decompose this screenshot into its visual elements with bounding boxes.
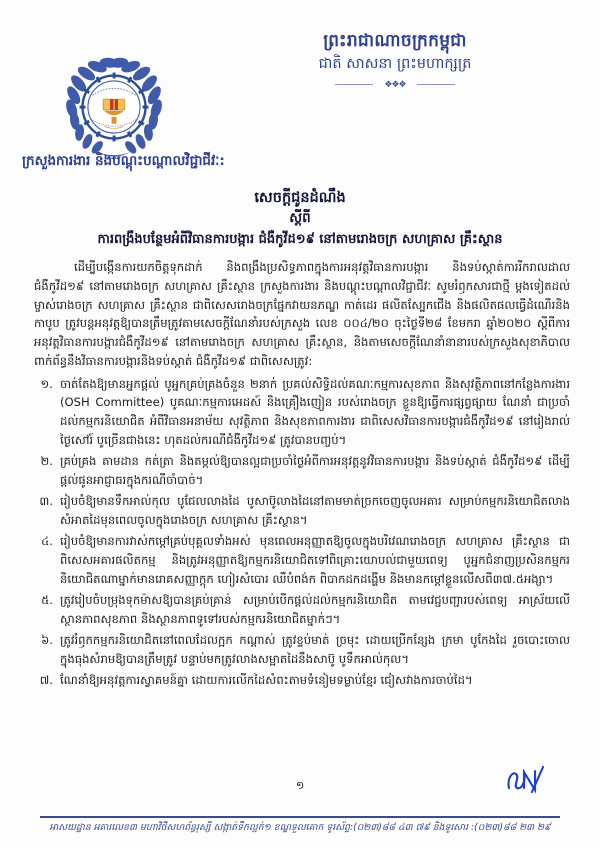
document-title-block	[20, 188, 580, 249]
divider-bar-left	[335, 84, 373, 85]
list-item-text: ណែនាំឱ្យអនុវត្តការស្វាគមន៍គ្នា ដោយការលើកដៃសំពះតាមទំនៀមទម្លាប់ខ្មែរ ជៀសវាងការចាប់ដៃ។	[60, 673, 473, 688]
list-item-text: ចាត់តែងឱ្យមានអ្នកផ្តល់ បូអ្នកគ្រប់គ្រងចំនួន ២នាក់ ប្រគល់សិទ្ធិដល់គណៈកម្មការសុខភាព និងសុវត្ថិភាពនៅកន្លែងការងារ (OSH Committee) បូគណៈកម្មការអេដស៍ និងគ្រឿងញៀន របស់រោងចក្រ ខ្លួនឱ្យធ្វើការផ្សព្វផ្សាយ ណែនាំ ជាប្រចាំដល់កម្មករនិយោជិត អំពីវិធានអនាម័យ សុវត្ថិភាព និងសុខភាពការងារ ជាពិសេសវិធានការបង្ការជំងឺកូវីដ១៩ នៅរៀងរាល់ថ្ងៃសៅរ៍ បូច្រើនជាងនេះ ហុតដល់ករណីជំងឺកូវីដ១៩ ត្រូវបានបញ្ចប់។	[60, 376, 570, 448]
list-item-number: ៣.	[39, 494, 53, 509]
emblem-graphic	[55, 48, 173, 166]
list-item	[34, 375, 570, 450]
list-item-text: គ្រប់គ្រង តាមដាន កត់ត្រា និងតម្កល់ឱ្យបានល្អជាប្រចាំថ្ងៃអំពីការអនុវត្តនូវវិធានការបង្ការ និងទប់ស្កាត់ ជំងឺកូវីដ១៩ ដើម្បីផ្តល់ផូនអាជ្ញាធរក្នុងករណីចាំបាច់។	[60, 454, 570, 488]
document-header	[0, 0, 600, 150]
list-item	[34, 452, 570, 490]
divider-bar-right	[417, 84, 455, 85]
kingdom-title: ព្រះរាជាណាចក្រកម្ពុជា	[323, 31, 467, 51]
ministry-emblem	[55, 48, 173, 166]
list-item-number: ១.	[40, 376, 53, 391]
list-item-number: ២.	[40, 454, 53, 469]
list-item	[34, 492, 570, 530]
document-body	[34, 258, 570, 693]
ornamental-divider	[335, 80, 455, 90]
list-item-number: ៦.	[41, 633, 53, 648]
divider-ornament-icon: ❖❖❖	[384, 79, 406, 90]
measures-list	[34, 375, 570, 691]
ministry-name: ក្រសួងការងារ និងបណ្តុះបណ្តាលវិជ្ជាជីវៈ:	[22, 153, 225, 169]
footer-divider	[40, 816, 560, 818]
list-item	[34, 631, 570, 669]
list-item-text: ត្រូវរំឭកកម្មករនិយោជិតនៅពេលដែលក្អក កណ្តាស់ ត្រូវខ្ទប់មាត់ ច្រមុះ ដោយប្រើកន្សែង ក្រមា បូកែងដៃ រួចបោះចោលក្នុងធុងសំរាមឱ្យបានត្រឹមត្រូវ បន្ទាប់មកត្រូវលាងសម្អាតដៃនឹងសាប៊ូ បូទឹកអាល់កុល។	[60, 633, 570, 667]
list-item-number: ៤.	[41, 534, 53, 549]
royal-header-block	[200, 30, 590, 90]
list-item-text: រៀបចំឱ្យមានការវាស់កម្ដៅគ្រប់បុគ្គលទាំងអស់ មុនពេលអនុញ្ញាតឱ្យចូលក្នុងបរិវេណរោងចក្រ សហគ្រាស គ្រឹះស្ថាន ជាពិសេសអគារផលិតកម្ម និងត្រូវអនុញ្ញាតឱ្យកម្មករនិយោជិតទៅពិគ្រោះយោបល់ជាមួយពេទ្យ បូអ្នកជំនាញប្រសិនកម្មករនិយោជិតណាម្នាក់មានរោគសញ្ញាក្តុក ហៀរសំបោរ ឈឺបំពង់ក ពិបាកដកដង្ហើម និងមានកម្ដៅខ្លួនលើសពី៣៧.៥អង្សា។	[60, 534, 570, 586]
list-item	[34, 532, 570, 588]
list-item-number: ៧.	[39, 673, 53, 688]
document-title: សេចក្តីជូនដំណឹង	[254, 190, 346, 206]
list-item-text: រៀបចំឱ្យមានទឹកអាល់កុល បូជែលលាងដៃ បូសាប៊ូលាងដៃនៅតាមមាត់ច្រកចេញចូលអគារ សម្រាប់កម្មករនិយោជិតលាងសំអាតដៃមុនពេលចូលក្នុងរោងចក្រ សហគ្រាស គ្រឹះស្ថាន។	[60, 494, 570, 528]
footer-address: អាសយដ្ឋាន អគារលេខ៣ មហាវិថីសហព័ន្ធរុស្សី សង្កាត់ទឹកល្អក់១ ខណ្ឌទួលគោក ទូរស័ព្ទ:(០២៣)៨៨ ៤៣ ៧៩ និងទូរសារ :(០២៣)៨៨ ២៣ ២៩	[49, 822, 551, 833]
list-item	[34, 591, 570, 629]
list-item-text: ត្រូវរៀបចំបម្រុងទុកម៉ាសឱ្យបានគ្រប់គ្រាន់ សម្រាប់បើកផ្តល់ដល់កម្មករនិយោជិត តាមវេជ្ជបញ្ជារបស់ពេទ្យ អាស្រ័យលើស្ថានភាពសុខភាព និងស្ថានភាពទូទៅរបស់កម្មករនិយោជិតម្នាក់ៗ។	[60, 593, 570, 627]
intro-paragraph: ដើម្បីបង្កើនការយកចិត្តទុកដាក់ និងពង្រឹងប្រសិទ្ធភាពក្នុងការអនុវត្តវិធានការបង្ការ និងទប់ស្កាត់ការរីករាលដាល ជំងឺកូវីដ១៩ នៅតាមរោងចក្រ សហគ្រាស គ្រឹះស្ថាន ក្រសួងការងារ និងបណ្តុះបណ្តាលវិជ្ជាជីវៈ សូមរំឭកសារជាថ្មី ម្តងទៀតដល់ម្ចាស់រោងចក្រ សហគ្រាស គ្រឹះស្ថាន ជាពិសេសរោងចក្រផ្នែកវាយនភណ្ឌ កាត់ដេរ ផលិតស្បែកជើង និងផលិតផលធ្វើដំណើរនិងកាបូប ត្រូវបន្តអនុវត្តឱ្យបានត្រឹមត្រូវតាមសេចក្តីណែនាំរបស់ក្រសួង លេខ ០០៤/២០ ចុះថ្ងៃទី២៨ ខែមករា ឆ្នាំ២០២០ ស្តីពីការអនុវត្តវិធានការបង្ការជំងឺកូវីដ១៩ នៅតាមរោងចក្រ សហគ្រាស គ្រឹះស្ថាន, និងតាមសេចក្តីណែនាំនានារបស់ក្រសួងសុខាភិបាលពាក់ព័ន្ធនឹងវិធានការបង្ការនិងទប់ស្កាត់ ជំងឺកូវីដ១៩ ជាពិសេសត្រូវ:	[34, 260, 570, 368]
national-motto: ជាតិ សាសនា ព្រះមហាក្សត្រ	[318, 56, 472, 73]
page-number: ១	[295, 779, 305, 792]
document-topic: ការពង្រឹងបន្ថែមអំពីវិធានការបង្ការ ជំងឺកូវីដ១៩ នៅតាមរោងចក្រ សហគ្រាស គ្រឹះស្ថាន	[97, 231, 503, 247]
list-item-number: ៥.	[41, 593, 53, 608]
document-subtitle: ស្តីពី	[289, 210, 311, 227]
list-item	[34, 671, 570, 690]
